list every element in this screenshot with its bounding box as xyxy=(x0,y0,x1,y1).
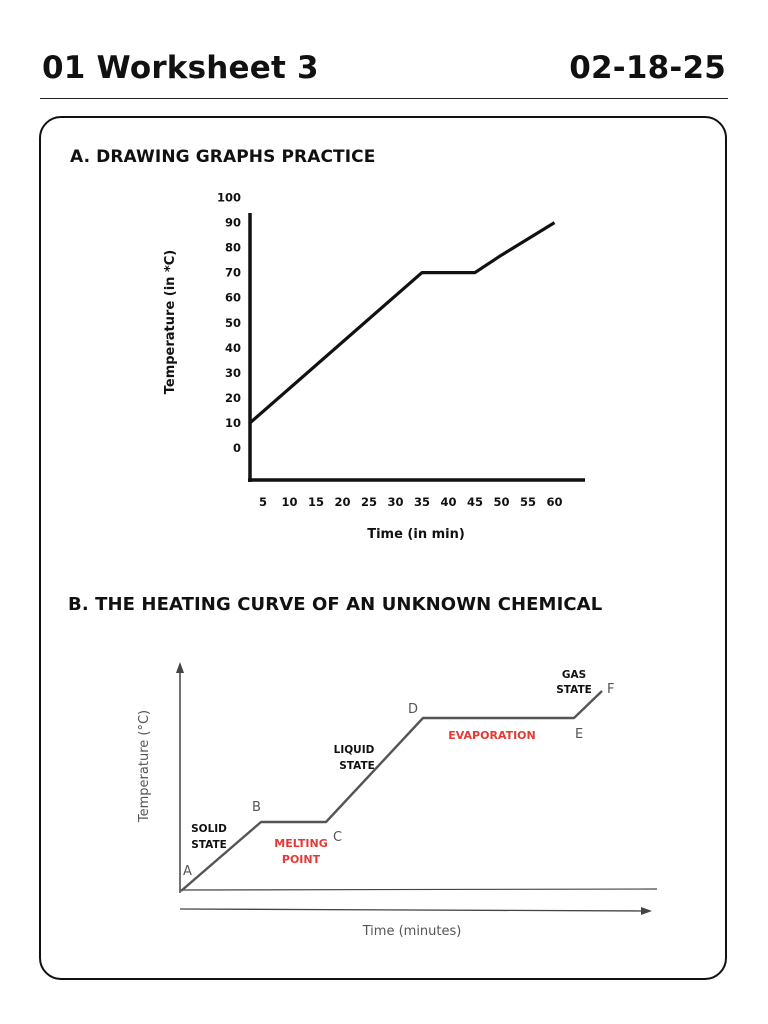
chart-b-y-axis-arrow xyxy=(176,662,184,673)
chart-a-x-tick-label: 35 xyxy=(413,495,431,509)
melting-point-label-line2: POINT xyxy=(281,853,321,866)
chart-a-y-tick-label: 80 xyxy=(224,240,241,255)
solid-state-label-line2: STATE xyxy=(191,839,227,851)
chart-a-y-tick-label: 90 xyxy=(224,215,241,230)
chart-b-time-arrow-line xyxy=(180,909,645,911)
gas-state-label-line1: GAS xyxy=(561,669,587,681)
chart-b-time-arrow-head xyxy=(641,907,652,915)
liquid-state-label-line1: LIQUID xyxy=(333,744,375,756)
chart-a-x-tick-label: 45 xyxy=(466,495,484,509)
worksheet-date: 02-18-25 xyxy=(569,50,726,86)
chart-a-x-tick-label: 5 xyxy=(258,495,268,509)
chart-a-series-line xyxy=(250,223,555,423)
chart-a-x-tick-label: 55 xyxy=(519,495,537,509)
evaporation-label: EVAPORATION xyxy=(448,729,536,742)
chart-a-y-tick-label: 70 xyxy=(224,265,241,280)
point-c-label: C xyxy=(333,830,343,845)
chart-a-y-tick-label: 50 xyxy=(224,315,241,330)
chart-a-x-tick-label: 20 xyxy=(334,495,351,509)
section-b-title: B. THE HEATING CURVE OF AN UNKNOWN CHEMICAL xyxy=(68,594,603,615)
chart-a-x-tick-label: 60 xyxy=(546,495,563,509)
worksheet-title: 01 Worksheet 3 xyxy=(42,50,319,86)
solid-state-label-line1: SOLID xyxy=(191,823,227,835)
point-f-label: F xyxy=(607,682,615,697)
point-e-label: E xyxy=(575,727,584,742)
chart-a-y-tick-label: 0 xyxy=(232,441,241,455)
section-a-title: A. DRAWING GRAPHS PRACTICE xyxy=(70,147,376,167)
chart-b-x-axis-title: Time (minutes) xyxy=(362,924,462,939)
chart-a-x-axis-title: Time (in min) xyxy=(367,527,465,542)
gas-state-label-line2: STATE xyxy=(556,684,592,696)
chart-b-heating-curve xyxy=(181,691,602,891)
chart-b xyxy=(137,662,657,939)
chart-b-y-axis-title: Temperature (°C) xyxy=(137,709,152,823)
liquid-state-label-line2: STATE xyxy=(339,760,375,772)
chart-a-x-tick-label: 25 xyxy=(360,495,378,509)
chart-a-y-tick-label: 60 xyxy=(224,290,241,305)
chart-a-x-tick-label: 15 xyxy=(307,495,325,509)
chart-a xyxy=(163,191,585,543)
melting-point-label-line1: MELTING xyxy=(274,837,328,850)
chart-a-x-tick-label: 50 xyxy=(493,495,510,509)
point-a-label: A xyxy=(183,864,192,879)
chart-a-y-tick-label: 20 xyxy=(224,390,241,405)
point-b-label: B xyxy=(252,800,261,815)
chart-b-x-axis xyxy=(180,889,657,890)
chart-a-y-axis-title: Temperature (in *C) xyxy=(163,249,178,395)
chart-a-x-tick-label: 40 xyxy=(440,495,457,509)
chart-a-y-tick-label: 40 xyxy=(224,340,241,355)
chart-a-y-tick-label: 10 xyxy=(224,415,241,430)
chart-a-x-tick-label: 10 xyxy=(281,495,298,509)
chart-a-y-tick-label: 30 xyxy=(224,365,241,380)
chart-a-y-tick-label: 100 xyxy=(216,190,241,205)
chart-a-x-tick-label: 30 xyxy=(387,495,404,509)
point-d-label: D xyxy=(408,702,419,717)
